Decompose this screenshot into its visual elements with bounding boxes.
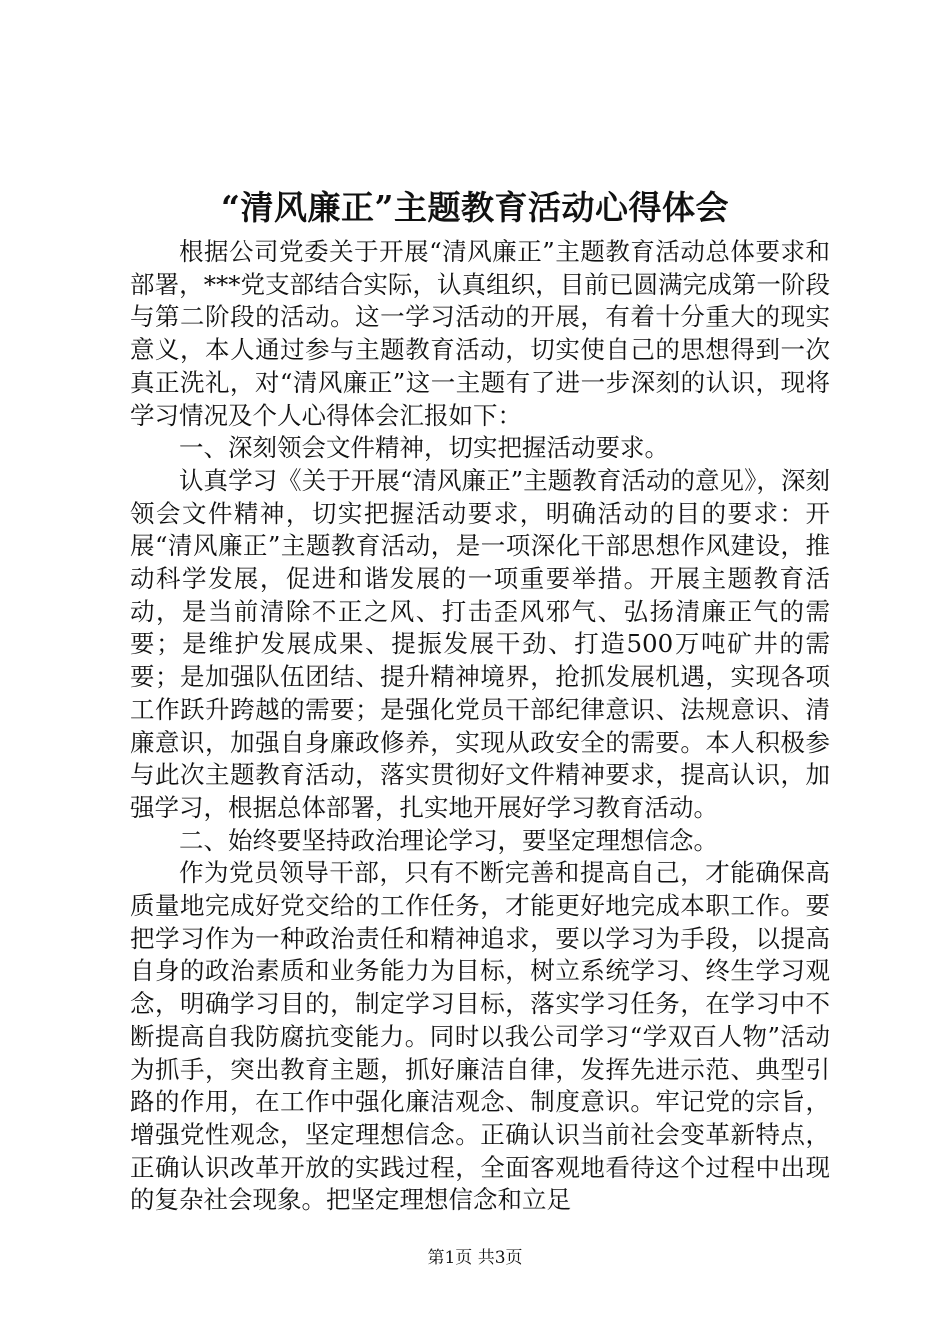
paragraph-intro: 根据公司党委关于开展“清风廉正”主题教育活动总体要求和部署，***党支部结合实际，认真组织，目前已圆满完成第一阶段与第二阶段的活动。这一学习活动的开展，有着十分重大的现实意义，本人通过参与主题教育活动，切实使自己的思想得到一次真正洗礼，对“清风廉正”这一主题有了进一步深刻的认识，现将学习情况及个人心得体会汇报如下： [130,237,830,430]
document-body [130,236,830,1217]
section-heading-1: 一、深刻领会文件精神，切实把握活动要求。 [179,433,669,463]
page-number-footer: 第1页 共3页 [427,1248,523,1268]
paragraph-section-1: 认真学习《关于开展“清风廉正”主题教育活动的意见》，深刻领会文件精神，切实把握活动要求，明确活动的目的要求：开展“清风廉正”主题教育活动，是一项深化干部思想作风建设，推动科学发展，促进和谐发展的一项重要举措。开展主题教育活动，是当前清除不正之风、打击歪风邪气、弘扬清廉正气的需要；是维护发展成果、提振发展干劲、打造500万吨矿井的需要；是加强队伍团结、提升精神境界，抢抓发展机遇，实现各项工作跃升跨越的需要；是强化党员干部纪律意识、法规意识、清廉意识，加强自身廉政修养，实现从政安全的需要。本人积极参与此次主题教育活动，落实贯彻好文件精神要求，提高认识，加强学习，根据总体部署，扎实地开展好学习教育活动。 [130,465,830,822]
paragraph-section-2: 作为党员领导干部，只有不断完善和提高自己，才能确保高质量地完成好党交给的工作任务，才能更好地完成本职工作。要把学习作为一种政治责任和精神追求，要以学习为手段，以提高自身的政治素质和业务能力为目标，树立系统学习、终生学习观念，明确学习目的，制定学习目标，落实学习任务，在学习中不断提高自我防腐抗变能力。同时以我公司学习“学双百人物”活动为抓手，突出教育主题，抓好廉洁自律，发挥先进示范、典型引路的作用，在工作中强化廉洁观念、制度意识。牢记党的宗旨，增强党性观念，坚定理想信念。正确认识当前社会变革新特点，正确认识改革开放的实践过程，全面客观地看待这个过程中出现的复杂社会现象。把坚定理想信念和立足 [130,858,830,1215]
page-title: “清风廉正”主题教育活动心得体会 [221,188,729,227]
section-heading-2: 二、始终要坚持政治理论学习，要坚定理想信念。 [179,825,718,855]
